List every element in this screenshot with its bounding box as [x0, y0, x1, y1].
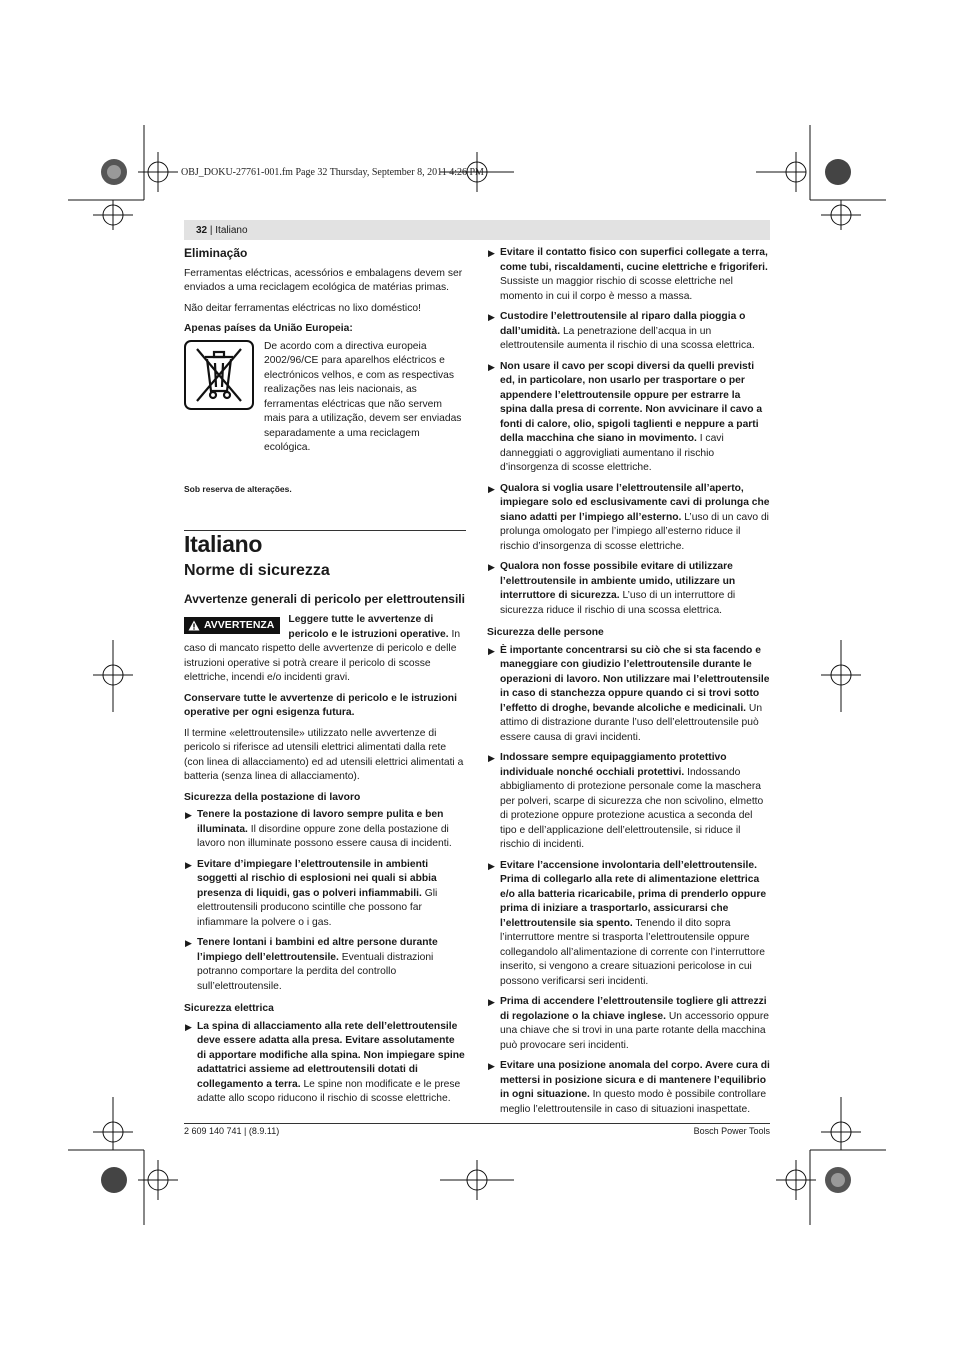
bullet-arrow-icon: ▶	[185, 1021, 192, 1032]
bullet-text: Un attimo di distrazione durante l’uso dell’elettroutensile può essere causa di gravi incidenti.	[500, 702, 763, 743]
bullet-item	[487, 995, 770, 1053]
bullet-bold-text: Evitare una posizione anomala del corpo. Avere cura di mettersi in posizione sicura e di mantenere l’equilibrio in ogni situazione.	[500, 1060, 770, 1100]
bullet-bold-text: Tenere la postazione di lavoro sempre pulita e ben illuminata.	[197, 809, 444, 835]
bullet-item	[184, 1020, 466, 1107]
bullet-item	[487, 751, 770, 853]
bullet-text: Un accessorio oppure una chiave che si trovi in una parte rotante della macchina può provocare seri incidenti.	[500, 1010, 769, 1051]
bullet-arrow-icon: ▶	[488, 483, 495, 494]
footer-doc-number: 2 609 140 741 | (8.9.11)	[184, 1126, 280, 1136]
bullet-bold-text: È importante concentrarsi su ciò che si sta facendo e maneggiare con giudizio l’elettroutensile durante le operazioni di lavoro. Non utilizzare mai l’elettroutensile in caso di stanchezza oppure quando ci si trovi sotto l’effetto di droghe, bevande alcoliche e medicinali.	[500, 644, 770, 714]
bullet-item	[487, 1059, 770, 1117]
term-definition: Il termine «elettroutensile» utilizzato nelle avvertenze di pericolo si riferisce ad utensili elettrici alimentati dalla rete (con linea di allacciamento) ed ad utensili elettrici alimentati a batteria (senza linea di allacciamento).	[184, 727, 464, 782]
header-separator: |	[207, 225, 216, 236]
bullet-item	[184, 936, 466, 994]
left-column	[184, 246, 466, 1113]
bullet-text: Gli elettroutensili producono scintille che possono far infiammare la polvere o i gas.	[197, 887, 438, 928]
bullet-arrow-icon: ▶	[488, 1061, 495, 1071]
bullet-text: Tenendo il dito sopra l’interruttore mentre si trasporta l’elettroutensile oppure collegandolo all’alimentazione di corrente con l’interruttore inserito, si vengono a creare situazioni pericolose in cui possono verificarsi seri incidenti.	[500, 917, 766, 987]
bullet-text: Eventuali distrazioni potranno comportare la perdita del controllo sull’elettroutensile.	[197, 951, 434, 992]
bullet-arrow-icon: ▶	[488, 860, 495, 871]
bullet-arrow-icon: ▶	[488, 248, 495, 258]
disposal-heading: Eliminação	[184, 246, 248, 260]
keep-instructions: Conservare tutte le avvertenze di pericolo e le istruzioni operative per ogni esigenza futura.	[184, 692, 457, 718]
disposal-paragraph: Ferramentas eléctricas, acessórios e embalagens devem ser enviados a uma reciclagem ecológica de matérias primas.	[184, 267, 463, 293]
bullet-bold-text: Custodire l’elettroutensile al riparo dalla pioggia o dall’umidità.	[500, 311, 746, 337]
bullet-bold-text: Indossare sempre equipaggiamento protettivo individuale nonché occhiali protettivi.	[500, 752, 727, 778]
warning-block	[184, 613, 466, 686]
bullet-bold-text: Evitare l’accensione involontaria dell’elettroutensile. Prima di collegarlo alla rete di alimentazione elettrica e/o alla batteria ricaricabile, prima di prenderlo oppure prima di iniziare a trasportarlo, assicurarsi che l’elettroutensile sia spento.	[500, 859, 767, 929]
crossed-bin-icon	[184, 340, 254, 410]
bullet-arrow-icon: ▶	[488, 562, 495, 572]
bullet-text: Sussiste un maggior rischio di scosse elettriche nel momento in cui il corpo è messo a massa.	[500, 276, 733, 302]
weee-text: De acordo com a directiva europeia 2002/96/CE para aparelhos eléctricos e electrónicos velhos, e com as respectivas realizações nas leis nacionais, as ferramentas eléctricas que não servem mais para a utilização, devem ser enviadas separadamente a uma reciclagem ecológica.	[264, 340, 462, 453]
bullet-item	[487, 482, 770, 555]
general-warnings-heading: Avvertenze generali di pericolo per elettroutensili	[184, 592, 465, 606]
bullet-arrow-icon: ▶	[185, 859, 192, 870]
persons-heading: Sicurezza delle persone	[487, 627, 604, 638]
bullet-item	[487, 246, 770, 304]
bullet-arrow-icon: ▶	[488, 753, 495, 763]
bullet-item	[487, 859, 770, 990]
bullet-text: L’uso di un cavo di prolunga omologato per l’impiego all’esterno riduce il rischio d’insorgenza di scosse elettriche.	[500, 511, 769, 552]
bullet-item	[184, 858, 466, 931]
electric-list-cont	[487, 246, 770, 618]
disposal-note: Não deitar ferramentas eléctricas no lixo doméstico!	[184, 302, 421, 314]
electric-heading: Sicurezza elettrica	[184, 1003, 274, 1014]
persons-list	[487, 644, 770, 1118]
electric-list	[184, 1020, 466, 1107]
bullet-bold-text: Non usare il cavo per scopi diversi da quelli previsti ed, in particolare, non usarlo per trasportare o per appendere l’elettroutensile oppure per estrarre la spina dalla presa di corrente. Non avvicinare il cavo a fonti di calore, olio, spigoli taglienti e neppure a parti della macchina che siano in movimento.	[500, 360, 763, 444]
bullet-arrow-icon: ▶	[185, 810, 192, 820]
bullet-bold-text: Evitare d’impiegare l’elettroutensile in ambienti soggetti al rischio di esplosioni nei quali si abbia presenza di liquidi, gas o polveri infiammabili.	[197, 858, 437, 899]
page-number: 32	[196, 225, 208, 236]
bullet-bold-text: Qualora si voglia usare l’elettroutensile all’aperto, impiegare solo ed esclusivamente cavi di prolunga che siano adatti per l’impiego all’esterno.	[500, 482, 770, 523]
print-info-line: OBJ_DOKU-27761-001.fm Page 32 Thursday, September 8, 2011 4:26 PM	[181, 167, 484, 178]
workplace-heading: Sicurezza della postazione di lavoro	[184, 791, 361, 803]
bullet-text: L’uso di un interruttore di sicurezza riduce il rischio di una scossa elettrica.	[500, 590, 736, 616]
workplace-list	[184, 808, 466, 994]
bullet-text: La penetrazione dell’acqua in un elettroutensile aumenta il rischio di una scossa elettrica.	[500, 325, 755, 351]
bullet-bold-text: Qualora non fosse possibile evitare di utilizzare l’elettroutensile in ambiente umido, utilizzare un interruttore di sicurezza.	[500, 561, 736, 601]
warning-text: In caso di mancato rispetto delle avvertenze di pericolo e delle istruzioni operative si potrà creare il pericolo di scosse elettriche, incendi e/o incidenti gravi.	[184, 628, 461, 683]
bullet-bold-text: La spina di allacciamento alla rete dell’elettroutensile deve essere adatta alla presa. Evitare assolutamente di apportare modifiche alla spina. Non impiegare spine adattatrici assieme ad elettroutensili dotati di collegamento a terra.	[197, 1020, 465, 1090]
warning-badge	[184, 617, 280, 634]
section-title: Norme di sicurezza	[184, 561, 330, 579]
language-title: Italiano	[184, 531, 263, 557]
footer-brand: Bosch Power Tools	[693, 1126, 770, 1136]
bullet-arrow-icon: ▶	[488, 997, 495, 1007]
bullet-text: Il disordine oppure zone della postazione di lavoro non illuminate possono essere causa di incidenti.	[197, 823, 452, 849]
warning-triangle-icon	[188, 620, 200, 631]
bullet-item	[487, 644, 770, 746]
bullet-bold-text: Evitare il contatto fisico con superfici collegate a terra, come tubi, riscaldamenti, cucine elettriche e frigoriferi.	[500, 247, 768, 273]
weee-block	[184, 340, 466, 456]
reserve-note: Sob reserva de alterações.	[184, 483, 292, 494]
header-language: Italiano	[215, 225, 248, 236]
warning-label: AVVERTENZA	[204, 619, 275, 631]
bullet-text: Le spine non modificate e le prese adatte allo scopo riducono il rischio di scosse elettriche.	[197, 1078, 461, 1104]
footer-rule	[184, 1123, 770, 1124]
bullet-arrow-icon: ▶	[185, 938, 192, 948]
bullet-bold-text: Prima di accendere l’elettroutensile togliere gli attrezzi di regolazione o la chiave inglese.	[500, 996, 767, 1022]
warning-bold-text: Leggere tutte le avvertenze di pericolo e le istruzioni operative.	[288, 614, 449, 640]
bullet-bold-text: Tenere lontani i bambini ed altre persone durante l’impiego dell’elettroutensile.	[197, 937, 438, 963]
page-header-bar	[184, 220, 770, 240]
bullet-item	[487, 360, 770, 476]
bullet-arrow-icon: ▶	[488, 361, 495, 372]
bullet-text: Indossando abbigliamento di protezione personale come la maschera per polveri, scarpe di sicurezza che non scivolino, elmetto di protezione oppure protezione acustica a seconda del tipo e dell’applicazione dell’elettroutensile, si riduce il rischio di incidenti.	[500, 766, 764, 850]
bullet-text: I cavi danneggiati o aggrovigliati aumentano il rischio d’insorgenza di scosse elettriche.	[500, 433, 724, 473]
bullet-arrow-icon: ▶	[488, 312, 495, 322]
bullet-item	[184, 808, 466, 852]
eu-heading: Apenas países da União Europeia:	[184, 323, 353, 334]
right-column	[487, 246, 770, 1123]
bullet-item	[487, 560, 770, 618]
bullet-arrow-icon: ▶	[488, 645, 495, 656]
bullet-text: In questo modo è possibile controllare meglio l’elettroutensile in caso di situazioni inaspettate.	[500, 1089, 767, 1115]
bullet-item	[487, 310, 770, 354]
